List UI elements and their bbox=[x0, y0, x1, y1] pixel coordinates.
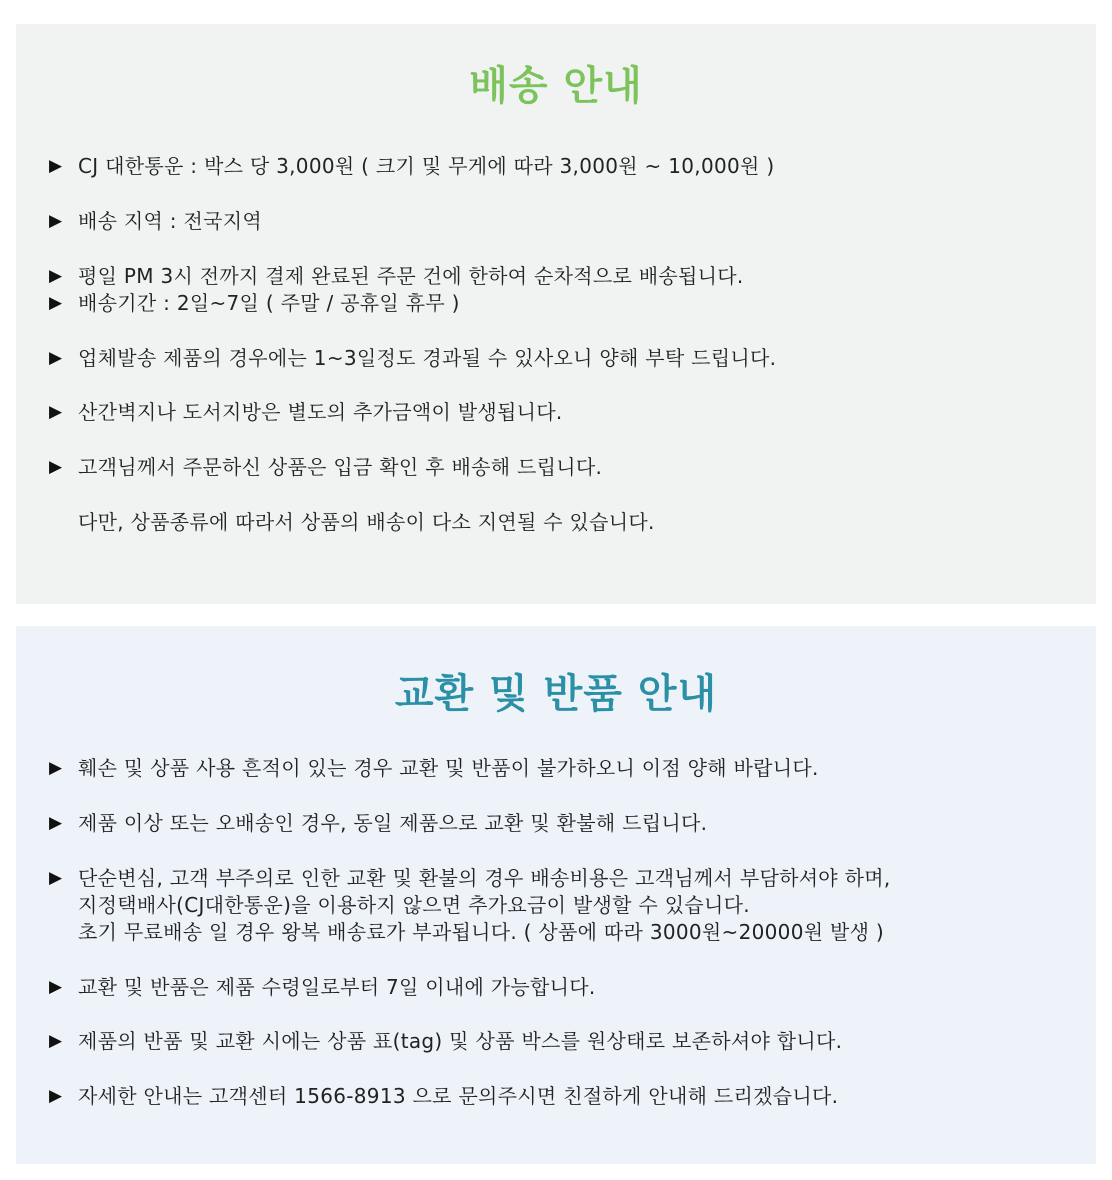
triangle-bullet-icon: ▶ bbox=[49, 348, 63, 368]
triangle-bullet-icon: ▶ bbox=[49, 293, 63, 313]
exchange-line: ▶ 교환 및 반품은 제품 수령일로부터 7일 이내에 가능합니다. bbox=[49, 975, 596, 999]
exchange-return-info-panel bbox=[16, 626, 1096, 1164]
triangle-bullet-icon: ▶ bbox=[49, 977, 63, 997]
shipping-line: ▶ 배송 지역 : 전국지역 bbox=[49, 209, 262, 233]
shipping-info-panel bbox=[16, 24, 1096, 604]
exchange-line: ▶자세한 안내는 고객센터 1566-8913 으로 문의주시면 친절하게 안내해 드리겠습니다. bbox=[49, 1084, 839, 1108]
shipping-line: ▶ 산간벽지나 도서지방은 별도의 추가금액이 발생됩니다. bbox=[49, 400, 563, 424]
exchange-title: 교환 및 반품 안내 bbox=[394, 671, 718, 717]
shipping-title: 배송 안내 bbox=[469, 63, 643, 109]
triangle-bullet-icon: ▶ bbox=[49, 156, 63, 176]
exchange-line: ▶ 제품의 반품 및 교환 시에는 상품 표(tag) 및 상품 박스를 원상태로 보존하셔야 합니다. bbox=[49, 1029, 843, 1053]
exchange-line: 지정택배사(CJ대한통운)을 이용하지 않으면 추가요금이 발생할 수 있습니다. bbox=[78, 893, 750, 917]
triangle-bullet-icon: ▶ bbox=[49, 266, 63, 286]
triangle-bullet-icon: ▶ bbox=[49, 1031, 63, 1051]
shipping-line: ▶ 평일 PM 3시 전까지 결제 완료된 주문 건에 한하여 순차적으로 배송됩니다. bbox=[49, 264, 744, 288]
shipping-line: ▶ 고객님께서 주문하신 상품은 입금 확인 후 배송해 드립니다. bbox=[49, 455, 603, 479]
triangle-bullet-icon: ▶ bbox=[49, 457, 63, 477]
triangle-bullet-icon: ▶ bbox=[49, 211, 63, 231]
exchange-line: ▶ 단순변심, 고객 부주의로 인한 교환 및 환불의 경우 배송비용은 고객님께서 부담하셔야 하며, bbox=[49, 866, 891, 890]
exchange-line: ▶ 제품 이상 또는 오배송인 경우, 동일 제품으로 교환 및 환불해 드립니다. bbox=[49, 811, 708, 835]
triangle-bullet-icon: ▶ bbox=[49, 868, 63, 888]
triangle-bullet-icon: ▶ bbox=[49, 402, 63, 422]
exchange-line: ▶ 훼손 및 상품 사용 흔적이 있는 경우 교환 및 반품이 불가하오니 이점 양해 바랍니다. bbox=[49, 756, 819, 780]
shipping-line: ▶ CJ 대한통운 : 박스 당 3,000원 ( 크기 및 무게에 따라 3,000원 ~ 10,000원 ) bbox=[49, 154, 775, 178]
triangle-bullet-icon: ▶ bbox=[49, 813, 63, 833]
triangle-bullet-icon: ▶ bbox=[49, 1086, 63, 1106]
shipping-line: ▶ 배송기간 : 2일~7일 ( 주말 / 공휴일 휴무 ) bbox=[49, 291, 460, 315]
shipping-line: ▶ 업체발송 제품의 경우에는 1~3일정도 경과될 수 있사오니 양해 부탁 드립니다. bbox=[49, 346, 777, 370]
triangle-bullet-icon: ▶ bbox=[49, 758, 63, 778]
exchange-line: 초기 무료배송 일 경우 왕복 배송료가 부과됩니다. ( 상품에 따라 3000원~20000원 발생 ) bbox=[78, 920, 885, 944]
shipping-line: 다만, 상품종류에 따라서 상품의 배송이 다소 지연될 수 있습니다. bbox=[78, 510, 655, 534]
